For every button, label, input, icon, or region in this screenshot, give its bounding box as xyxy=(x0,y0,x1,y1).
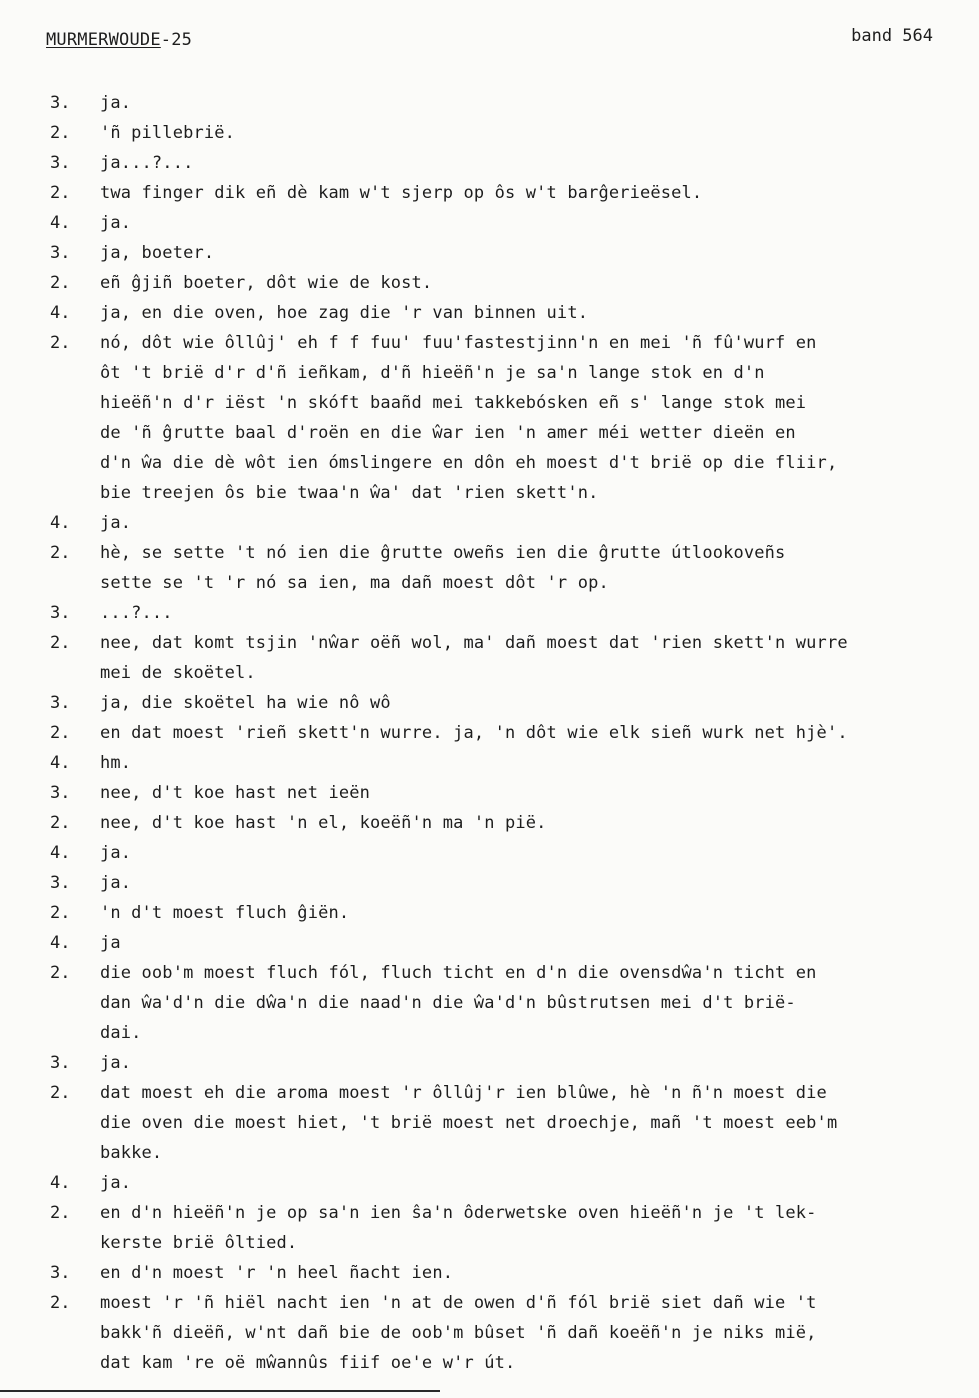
speaker-number: 2. xyxy=(50,1203,71,1223)
speaker-number: 3. xyxy=(50,1263,71,1283)
transcript-entry xyxy=(40,178,979,208)
speaker-number: 2. xyxy=(50,183,71,203)
utterance-line: nee, d't koe hast net ieën xyxy=(100,783,371,803)
utterance-text xyxy=(100,748,979,778)
utterance-line: ja. xyxy=(100,843,132,863)
utterance-line: ôt 't brië d'r d'ñ ieñkam, d'ñ hieëñ'n je sa'n lange stok en d'n xyxy=(100,363,765,383)
transcript-entry xyxy=(40,628,979,688)
speaker-number: 3. xyxy=(50,693,71,713)
transcript-entry xyxy=(40,718,979,748)
utterance-text xyxy=(100,328,979,508)
utterance-text xyxy=(100,538,979,598)
speaker-number: 3. xyxy=(50,93,71,113)
utterance-line: de 'ñ ĝrutte baal d'roën en die ŵar ien 'n amer méi wetter dieën en xyxy=(100,423,796,443)
document-title xyxy=(46,30,192,50)
utterance-line: hè, se sette 't nó ien die ĝrutte oweñs ien die ĝrutte útlookoveñs xyxy=(100,543,786,563)
utterance-line: ja. xyxy=(100,513,132,533)
speaker-number: 4. xyxy=(50,1173,71,1193)
speaker-number: 3. xyxy=(50,783,71,803)
transcript-entry xyxy=(40,838,979,868)
utterance-line: 'ñ pillebrië. xyxy=(100,123,236,143)
utterance-line: d'n ŵa die dè wôt ien ómslingere en dôn eh moest d't brië op die fliir, xyxy=(100,453,838,473)
band-label: band 564 xyxy=(851,26,933,46)
utterance-text xyxy=(100,958,979,1048)
transcript-entry xyxy=(40,898,979,928)
utterance-line: hieëñ'n d'r iëst 'n skóft baañd mei takkebósken eñ s' lange stok mei xyxy=(100,393,807,413)
utterance-line: die oven die moest hiet, 't brië moest net droechje, mañ 't moest eeb'm xyxy=(100,1113,838,1133)
utterance-line: 'n d't moest fluch ĝiën. xyxy=(100,903,350,923)
speaker-number: 2. xyxy=(50,333,71,353)
utterance-line: ja, die skoëtel ha wie nô wô xyxy=(100,693,391,713)
utterance-line: nee, d't koe hast 'n el, koeëñ'n ma 'n pië. xyxy=(100,813,547,833)
speaker-number: 2. xyxy=(50,723,71,743)
utterance-line: en dat moest 'rieñ skett'n wurre. ja, 'n dôt wie elk sieñ wurk net hjè'. xyxy=(100,723,848,743)
speaker-number: 3. xyxy=(50,1053,71,1073)
bottom-rule xyxy=(0,1390,440,1392)
utterance-line: die oob'm moest fluch fól, fluch ticht en d'n die ovensdŵa'n ticht en xyxy=(100,963,817,983)
utterance-line: moest 'r 'ñ hiël nacht ien 'n at de owen d'ñ fól brië siet dañ wie 't xyxy=(100,1293,817,1313)
transcript-entry xyxy=(40,88,979,118)
utterance-text xyxy=(100,778,979,808)
location-title: MURMERWOUDE xyxy=(46,30,161,50)
utterance-text xyxy=(100,598,979,628)
speaker-number: 4. xyxy=(50,753,71,773)
speaker-number: 2. xyxy=(50,123,71,143)
transcript-entry xyxy=(40,1198,979,1258)
utterance-line: ja, boeter. xyxy=(100,243,215,263)
utterance-line: ja. xyxy=(100,213,132,233)
utterance-line: dai. xyxy=(100,1023,142,1043)
utterance-line: dat kam 're oë mŵannûs fiif oe'e w'r út. xyxy=(100,1353,516,1373)
utterance-line: en d'n hieëñ'n je op sa'n ien ŝa'n ôderwetske oven hieëñ'n je 't lek- xyxy=(100,1203,817,1223)
utterance-text xyxy=(100,1048,979,1078)
utterance-line: hm. xyxy=(100,753,132,773)
utterance-text xyxy=(100,1258,979,1288)
speaker-number: 3. xyxy=(50,603,71,623)
transcript-entry xyxy=(40,598,979,628)
utterance-line: bakke. xyxy=(100,1143,163,1163)
utterance-line: ja...?... xyxy=(100,153,194,173)
speaker-number: 2. xyxy=(50,543,71,563)
utterance-line: ja xyxy=(100,933,121,953)
speaker-number: 4. xyxy=(50,933,71,953)
speaker-number: 4. xyxy=(50,213,71,233)
transcript-entry xyxy=(40,328,979,508)
transcript-entry xyxy=(40,868,979,898)
utterance-text xyxy=(100,178,979,208)
transcript-body xyxy=(40,88,979,1378)
transcript-entry xyxy=(40,148,979,178)
utterance-line: ja. xyxy=(100,93,132,113)
utterance-text xyxy=(100,808,979,838)
page-number: -25 xyxy=(160,30,193,50)
transcript-entry xyxy=(40,748,979,778)
utterance-text xyxy=(100,118,979,148)
page-header xyxy=(46,24,933,54)
speaker-number: 2. xyxy=(50,1083,71,1103)
transcript-entry xyxy=(40,958,979,1048)
transcript-entry xyxy=(40,298,979,328)
utterance-line: ja. xyxy=(100,1173,132,1193)
utterance-text xyxy=(100,628,979,688)
utterance-text xyxy=(100,928,979,958)
speaker-number: 4. xyxy=(50,303,71,323)
utterance-line: kerste brië ôltied. xyxy=(100,1233,298,1253)
transcript-entry xyxy=(40,1258,979,1288)
utterance-line: ja. xyxy=(100,1053,132,1073)
speaker-number: 3. xyxy=(50,243,71,263)
transcript-entry xyxy=(40,538,979,598)
utterance-line: sette se 't 'r nó sa ien, ma dañ moest dôt 'r op. xyxy=(100,573,609,593)
transcript-entry xyxy=(40,1288,979,1378)
utterance-line: ja, en die oven, hoe zag die 'r van binnen uit. xyxy=(100,303,589,323)
transcript-entry xyxy=(40,268,979,298)
speaker-number: 2. xyxy=(50,813,71,833)
utterance-line: mei de skoëtel. xyxy=(100,663,256,683)
speaker-number: 2. xyxy=(50,273,71,293)
transcript-entry xyxy=(40,808,979,838)
utterance-line: eñ ĝjiñ boeter, dôt wie de kost. xyxy=(100,273,433,293)
transcript-entry xyxy=(40,1168,979,1198)
utterance-line: dan ŵa'd'n die dŵa'n die naad'n die ŵa'd'n bûstrutsen mei d't brië- xyxy=(100,993,796,1013)
speaker-number: 3. xyxy=(50,873,71,893)
utterance-line: ja. xyxy=(100,873,132,893)
utterance-text xyxy=(100,1288,979,1378)
utterance-text xyxy=(100,208,979,238)
speaker-number: 4. xyxy=(50,843,71,863)
transcript-entry xyxy=(40,1078,979,1168)
utterance-text xyxy=(100,148,979,178)
utterance-line: bie treejen ôs bie twaa'n ŵa' dat 'rien skett'n. xyxy=(100,483,599,503)
utterance-text xyxy=(100,838,979,868)
utterance-line: dat moest eh die aroma moest 'r ôllûj'r ien blûwe, hè 'n ñ'n moest die xyxy=(100,1083,827,1103)
utterance-text xyxy=(100,1198,979,1258)
utterance-text xyxy=(100,718,979,748)
utterance-text xyxy=(100,298,979,328)
utterance-line: twa finger dik eñ dè kam w't sjerp op ôs w't barĝerieësel. xyxy=(100,183,703,203)
utterance-text xyxy=(100,1168,979,1198)
utterance-text xyxy=(100,268,979,298)
utterance-line: bakk'ñ dieëñ, w'nt dañ bie de oob'm bûset 'ñ dañ koeëñ'n je niks mië, xyxy=(100,1323,817,1343)
utterance-text xyxy=(100,508,979,538)
speaker-number: 3. xyxy=(50,153,71,173)
transcript-entry xyxy=(40,238,979,268)
utterance-line: en d'n moest 'r 'n heel ñacht ien. xyxy=(100,1263,454,1283)
speaker-number: 2. xyxy=(50,903,71,923)
utterance-line: nee, dat komt tsjin 'nŵar oëñ wol, ma' dañ moest dat 'rien skett'n wurre xyxy=(100,633,848,653)
transcript-entry xyxy=(40,118,979,148)
utterance-text xyxy=(100,688,979,718)
utterance-line: nó, dôt wie ôllûj' eh f f fuu' fuu'fastestjinn'n en mei 'ñ fû'wurf en xyxy=(100,333,817,353)
speaker-number: 4. xyxy=(50,513,71,533)
transcript-entry xyxy=(40,1048,979,1078)
speaker-number: 2. xyxy=(50,963,71,983)
utterance-text xyxy=(100,898,979,928)
transcript-entry xyxy=(40,928,979,958)
utterance-line: ...?... xyxy=(100,603,173,623)
speaker-number: 2. xyxy=(50,633,71,653)
utterance-text xyxy=(100,88,979,118)
transcript-entry xyxy=(40,778,979,808)
utterance-text xyxy=(100,238,979,268)
utterance-text xyxy=(100,1078,979,1168)
transcript-entry xyxy=(40,508,979,538)
speaker-number: 2. xyxy=(50,1293,71,1313)
transcript-entry xyxy=(40,688,979,718)
transcript-entry xyxy=(40,208,979,238)
utterance-text xyxy=(100,868,979,898)
